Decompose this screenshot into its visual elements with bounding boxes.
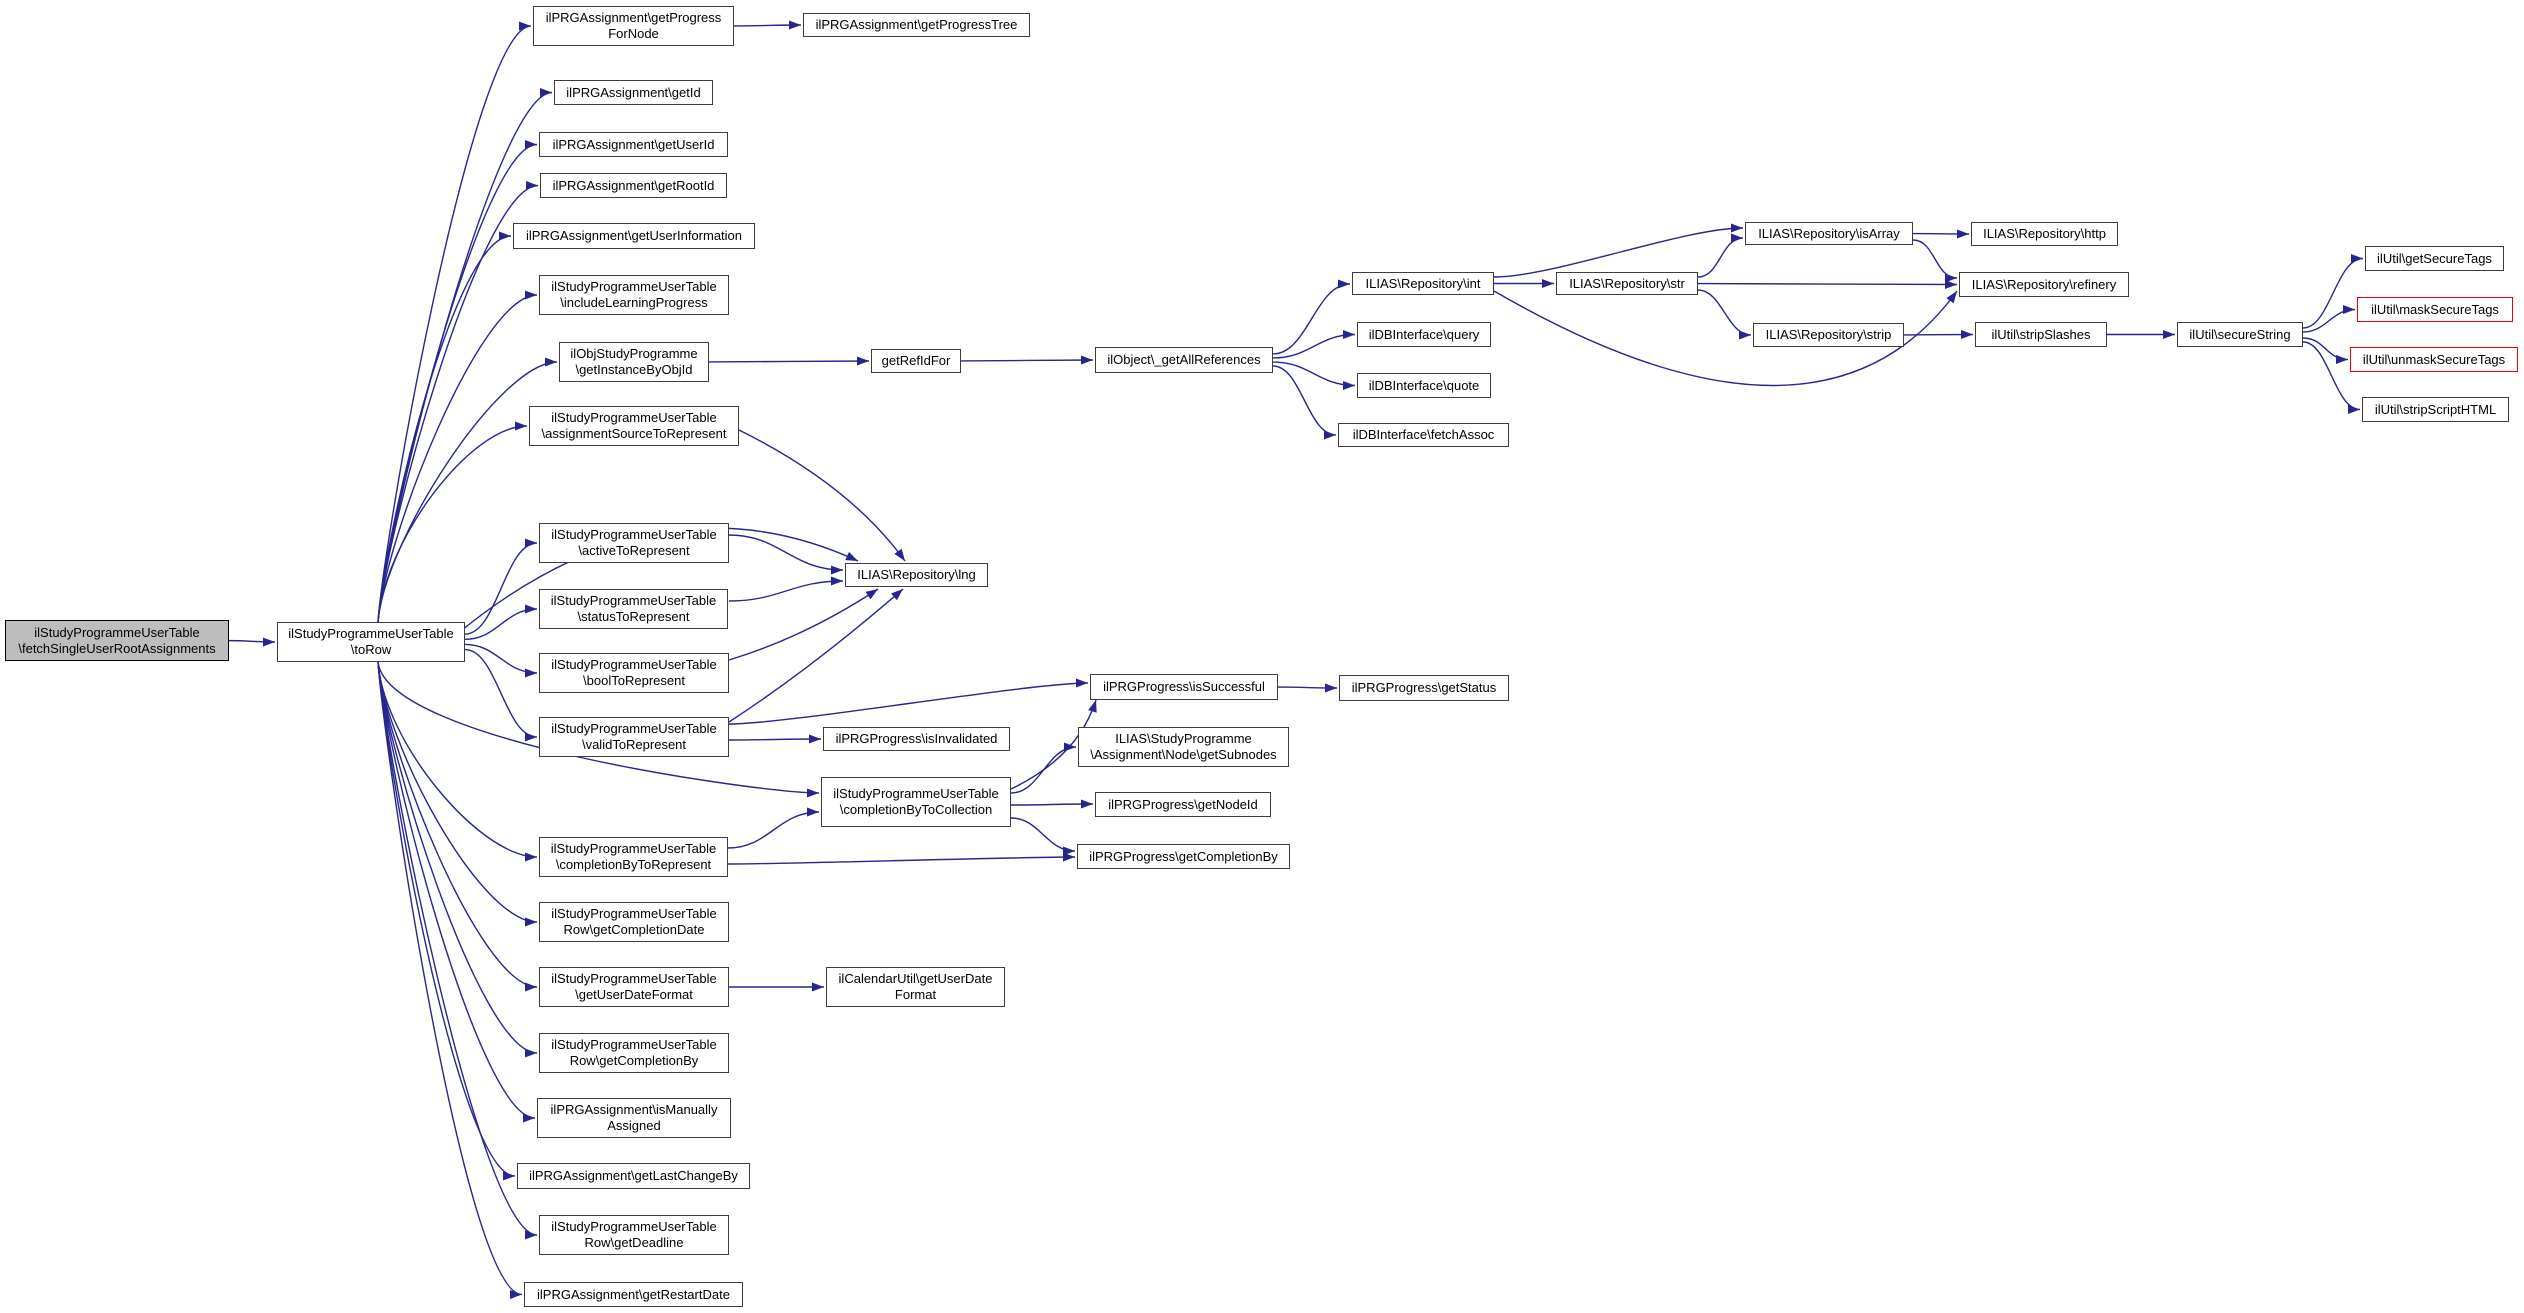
edge-activeRep-lng xyxy=(729,535,843,570)
node-label-line: ilStudyProgrammeUserTable xyxy=(551,527,717,542)
edge-toRow-validRep xyxy=(465,650,537,737)
node-label-line: ilUtil\maskSecureTags xyxy=(2371,301,2499,317)
node-label-line: ilUtil\secureString xyxy=(2189,326,2291,342)
node-label-line: ilPRGAssignment\getProgress xyxy=(545,10,722,25)
node-repoInt[interactable] xyxy=(1352,272,1494,295)
node-cbRep[interactable] xyxy=(539,837,728,877)
node-label-line: ILIAS\Repository\strip xyxy=(1765,327,1892,342)
node-dbFetchAssoc[interactable] xyxy=(1338,423,1509,447)
edge-refIdFor-getAllRefs xyxy=(961,360,1093,361)
edge-cbRep-getComplBy xyxy=(728,857,1075,864)
node-getAllRefs[interactable] xyxy=(1095,347,1273,373)
node-label-line: ilObject\_getAllReferences xyxy=(1107,352,1261,367)
node-isManAsg[interactable] xyxy=(537,1098,731,1138)
node-label-line: ilStudyProgrammeUserTable xyxy=(551,410,717,425)
node-label-line: ilStudyProgrammeUserTable xyxy=(288,626,454,641)
node-label-line: \completionByToRepresent xyxy=(555,857,712,872)
node-isSuccessful[interactable] xyxy=(1090,674,1278,700)
edge-repoInt-isArray xyxy=(1494,228,1743,277)
node-isArray[interactable] xyxy=(1745,222,1913,245)
node-label-line: ilPRGProgress\getNodeId xyxy=(1108,796,1258,812)
node-label-line: ilCalendarUtil\getUserDate xyxy=(838,971,993,986)
edge-toRow-getId xyxy=(378,93,552,624)
node-calUserDateFmt[interactable] xyxy=(826,967,1005,1007)
node-cbColl[interactable] xyxy=(821,777,1011,827)
node-label-line: \completionByToCollection xyxy=(839,802,993,817)
node-label-line: ilStudyProgrammeUserTable xyxy=(833,786,999,801)
node-label-line: ilPRGAssignment\getId xyxy=(566,84,701,100)
edge-validRep-lng xyxy=(729,589,903,722)
node-repoStr[interactable] xyxy=(1556,272,1698,295)
node-getSecureTags[interactable] xyxy=(2365,246,2504,271)
edge-toRow-statusRep xyxy=(465,609,537,639)
node-refinery[interactable] xyxy=(1959,272,2129,297)
node-label-line: getRefIdFor xyxy=(881,353,951,368)
node-validRep[interactable] xyxy=(539,717,729,757)
node-label-line: ILIAS\Repository\refinery xyxy=(1971,276,2117,292)
node-label-line: \assignmentSourceToRepresent xyxy=(541,426,727,441)
edge-toRow-activeRep xyxy=(465,543,537,634)
node-label-line: ILIAS\Repository\isArray xyxy=(1758,225,1900,241)
node-label-line: ILIAS\StudyProgramme xyxy=(1115,731,1252,746)
node-label-line: ilPRGAssignment\getRestartDate xyxy=(537,1286,730,1302)
edge-isArray-refinery xyxy=(1913,240,1957,278)
node-stripSlashes[interactable] xyxy=(1975,322,2107,347)
node-getInstance[interactable] xyxy=(559,342,709,382)
node-dbQuery[interactable] xyxy=(1357,322,1491,347)
node-label-line: ilStudyProgrammeUserTable xyxy=(551,657,717,672)
node-http[interactable] xyxy=(1971,222,2118,246)
node-maskSecureTags[interactable] xyxy=(2357,297,2513,322)
edge-getAllRefs-repoInt xyxy=(1273,284,1350,354)
edge-toRow-isManAsg xyxy=(378,661,535,1118)
node-label-line: ilUtil\unmaskSecureTags xyxy=(2362,351,2506,367)
node-label-line: ilStudyProgrammeUserTable xyxy=(550,841,717,856)
node-label-line: ilUtil\stripSlashes xyxy=(1991,326,2091,342)
node-label-line: ilStudyProgrammeUserTable xyxy=(551,1037,717,1052)
node-label-line: ilDBInterface\fetchAssoc xyxy=(1352,427,1495,442)
node-rowComplBy[interactable] xyxy=(539,1033,729,1073)
node-getRootId[interactable] xyxy=(540,173,727,198)
node-label-line: ilPRGProgress\getCompletionBy xyxy=(1089,848,1278,864)
edge-validRep-isInvalidated xyxy=(729,739,821,740)
node-label-line: \getUserDateFormat xyxy=(575,987,693,1002)
node-label-line: ilStudyProgrammeUserTable xyxy=(34,624,200,640)
node-label-line: ilPRGProgress\isSuccessful xyxy=(1103,679,1265,694)
node-label-line: ilStudyProgrammeUserTable xyxy=(551,906,717,921)
node-restartDate[interactable] xyxy=(524,1282,743,1307)
node-dbQuote[interactable] xyxy=(1357,373,1491,398)
edge-getAllRefs-dbFetchAssoc xyxy=(1273,366,1336,435)
node-isInvalidated[interactable] xyxy=(823,727,1010,751)
node-label-line: ilDBInterface\quote xyxy=(1368,377,1480,393)
node-label-line: \validToRepresent xyxy=(581,737,687,752)
node-boolRep[interactable] xyxy=(539,653,729,693)
node-statusRep[interactable] xyxy=(539,589,728,629)
edge-cbRep-cbColl xyxy=(728,812,819,848)
node-refIdFor[interactable] xyxy=(871,349,961,373)
edge-isSuccessful-getStatus xyxy=(1278,687,1337,688)
node-progTree[interactable] xyxy=(803,13,1030,37)
edge-toRow-rowComplBy xyxy=(378,661,537,1053)
node-label-line: \toRow xyxy=(350,642,392,657)
node-label-line: ilPRGAssignment\getLastChangeBy xyxy=(529,1168,738,1183)
node-label-line: \Assignment\Node\getSubnodes xyxy=(1090,747,1277,762)
node-getStatus[interactable] xyxy=(1339,675,1509,701)
edge-cbColl-getSubnodes xyxy=(1011,747,1076,793)
node-progForNode[interactable] xyxy=(533,6,734,46)
node-label-line: ilPRGAssignment\getUserInformation xyxy=(525,228,743,243)
node-label-line: ILIAS\Repository\lng xyxy=(857,567,976,582)
edge-toRow-getInstance xyxy=(378,362,557,623)
node-secureString[interactable] xyxy=(2177,322,2303,347)
node-activeRep[interactable] xyxy=(539,523,729,563)
node-label-line: ForNode xyxy=(608,26,659,41)
edge-getAllRefs-dbQuery xyxy=(1273,335,1355,358)
node-label-line: ilPRGAssignment\getProgressTree xyxy=(815,17,1018,32)
node-label-line: ilPRGProgress\getStatus xyxy=(1351,680,1497,695)
edge-getAllRefs-dbQuote xyxy=(1273,362,1355,385)
edge-toRow-boolRep xyxy=(465,644,537,673)
node-label-line: ilStudyProgrammeUserTable xyxy=(551,1219,717,1234)
node-label-line: Row\getCompletionDate xyxy=(563,922,705,937)
node-rowDeadline[interactable] xyxy=(539,1215,729,1255)
edge-secureString-unmaskSecureTags xyxy=(2303,338,2348,360)
edge-cbColl-getNodeId xyxy=(1011,804,1093,805)
edge-progForNode-progTree xyxy=(734,25,801,26)
node-label-line: ilDBInterface\query xyxy=(1368,326,1480,342)
node-getUserInfo[interactable] xyxy=(513,223,755,249)
node-label-line: Row\getDeadline xyxy=(584,1235,684,1250)
node-label-line: ilPRGAssignment\getUserId xyxy=(552,136,715,152)
node-getUserId[interactable] xyxy=(539,132,728,157)
node-label-line: ilStudyProgrammeUserTable xyxy=(550,593,717,608)
node-label-line: ILIAS\Repository\str xyxy=(1569,275,1685,291)
node-label-line: ilUtil\getSecureTags xyxy=(2377,250,2492,266)
node-asgSrc[interactable] xyxy=(529,406,739,446)
node-label-line: \statusToRepresent xyxy=(577,609,690,624)
node-getNodeId[interactable] xyxy=(1095,792,1271,817)
node-root[interactable] xyxy=(5,620,229,661)
node-label-line: Assigned xyxy=(607,1118,661,1133)
node-label-line: ilPRGAssignment\getRootId xyxy=(552,177,715,193)
node-stripScriptHTML[interactable] xyxy=(2362,397,2509,422)
node-label-line: Row\getCompletionBy xyxy=(569,1053,699,1068)
node-repoStrip[interactable] xyxy=(1753,323,1904,347)
node-label-line: \getInstanceByObjId xyxy=(575,362,693,377)
node-label-line: ilPRGAssignment\isManually xyxy=(550,1102,718,1117)
edge-repoStr-isArray xyxy=(1698,238,1743,277)
node-lng[interactable] xyxy=(845,563,988,587)
edge-repoStr-repoStrip xyxy=(1698,290,1751,335)
node-label-line: ilUtil\stripScriptHTML xyxy=(2374,401,2497,417)
node-label-line: \includeLearningProgress xyxy=(560,295,708,310)
node-label-line: ilObjStudyProgramme xyxy=(570,346,698,361)
edge-toRow-getRootId xyxy=(378,186,538,624)
node-unmaskSecureTags[interactable] xyxy=(2350,347,2518,372)
node-getComplBy[interactable] xyxy=(1077,844,1290,869)
edge-getInstance-refIdFor xyxy=(709,361,869,362)
node-getSubnodes[interactable] xyxy=(1078,727,1289,767)
node-toRow[interactable] xyxy=(277,622,465,662)
edge-toRow-getUserInfo xyxy=(378,236,511,623)
node-label-line: \fetchSingleUserRootAssignments xyxy=(18,640,216,656)
node-lastChangeBy[interactable] xyxy=(517,1163,750,1189)
node-rowComplDate[interactable] xyxy=(539,902,729,942)
node-label-line: Format xyxy=(894,987,937,1002)
node-label-line: ilStudyProgrammeUserTable xyxy=(551,279,717,294)
edge-cbColl-getComplBy xyxy=(1011,818,1075,851)
node-label-line: \boolToRepresent xyxy=(583,673,685,688)
node-inclLP[interactable] xyxy=(539,275,729,315)
edge-secureString-maskSecureTags xyxy=(2303,310,2355,333)
node-label-line: ilPRGProgress\isInvalidated xyxy=(835,731,998,746)
edge-statusRep-lng xyxy=(729,581,843,601)
node-label-line: ilStudyProgrammeUserTable xyxy=(551,971,717,986)
node-label-line: \activeToRepresent xyxy=(578,543,690,558)
node-label-line: ILIAS\Repository\int xyxy=(1365,275,1481,291)
edge-validRep-isSuccessful xyxy=(729,683,1088,724)
edge-repoStr-refinery xyxy=(1698,284,1957,285)
node-getId[interactable] xyxy=(554,80,713,105)
node-userDateFmt[interactable] xyxy=(539,967,729,1007)
node-label-line: ILIAS\Repository\http xyxy=(1983,226,2106,241)
edge-root-toRow xyxy=(229,641,275,642)
node-label-line: ilStudyProgrammeUserTable xyxy=(551,721,717,736)
